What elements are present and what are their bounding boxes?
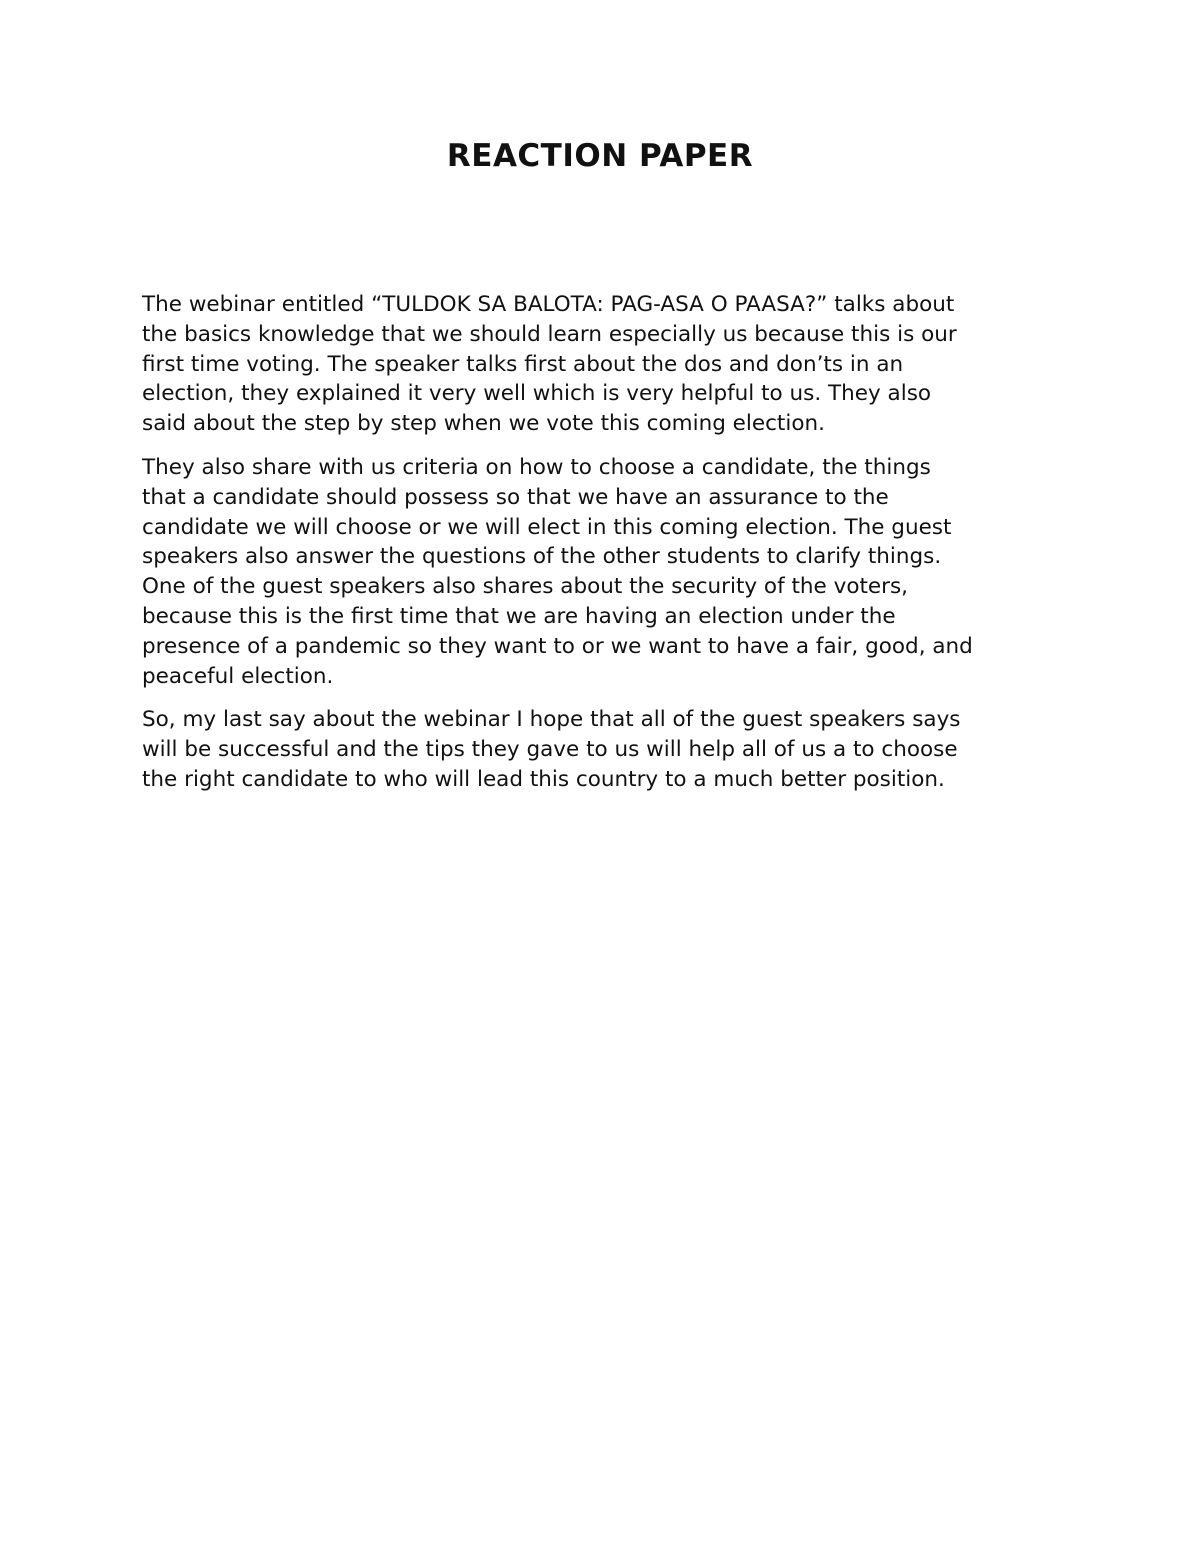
paragraph-line: candidate we will choose or we will elect in this coming election. The guest (142, 514, 952, 540)
document-title: REACTION PAPER (446, 138, 754, 174)
paragraph-line: speakers also answer the questions of the other students to clarify things. (142, 544, 942, 570)
paragraph-line: So, my last say about the webinar I hope that all of the guest speakers says (142, 707, 961, 733)
paragraph-line: The webinar entitled “TULDOK SA BALOTA: PAG-ASA O PAASA?” talks about (142, 292, 955, 317)
paragraph-line: election, they explained it very well which is very helpful to us. They also (142, 381, 932, 407)
paragraph-1 (142, 290, 1072, 439)
paragraph-line: will be successful and the tips they gave to us will help all of us a to choose (142, 737, 958, 763)
paragraph-line: They also share with us criteria on how to choose a candidate, the things (142, 454, 931, 480)
paragraph-2 (142, 453, 1072, 691)
paragraph-line: presence of a pandemic so they want to or we want to have a fair, good, and (142, 633, 973, 659)
paragraph-line: the basics knowledge that we should learn especially us because this is our (142, 321, 957, 347)
paragraph-line: because this is the first time that we are having an election under the (142, 603, 896, 629)
paragraph-3 (142, 705, 1072, 794)
paragraph-line: the right candidate to who will lead this country to a much better position. (142, 766, 945, 792)
document-body (142, 290, 1072, 809)
paragraph-line: peaceful election. (142, 663, 334, 689)
paragraph-line: that a candidate should possess so that we have an assurance to the (142, 484, 889, 510)
paragraph-line: first time voting. The speaker talks first about the dos and don’ts in an (142, 351, 904, 377)
paragraph-line: One of the guest speakers also shares about the security of the voters, (142, 574, 909, 600)
paragraph-line: said about the step by step when we vote this coming election. (142, 411, 825, 437)
